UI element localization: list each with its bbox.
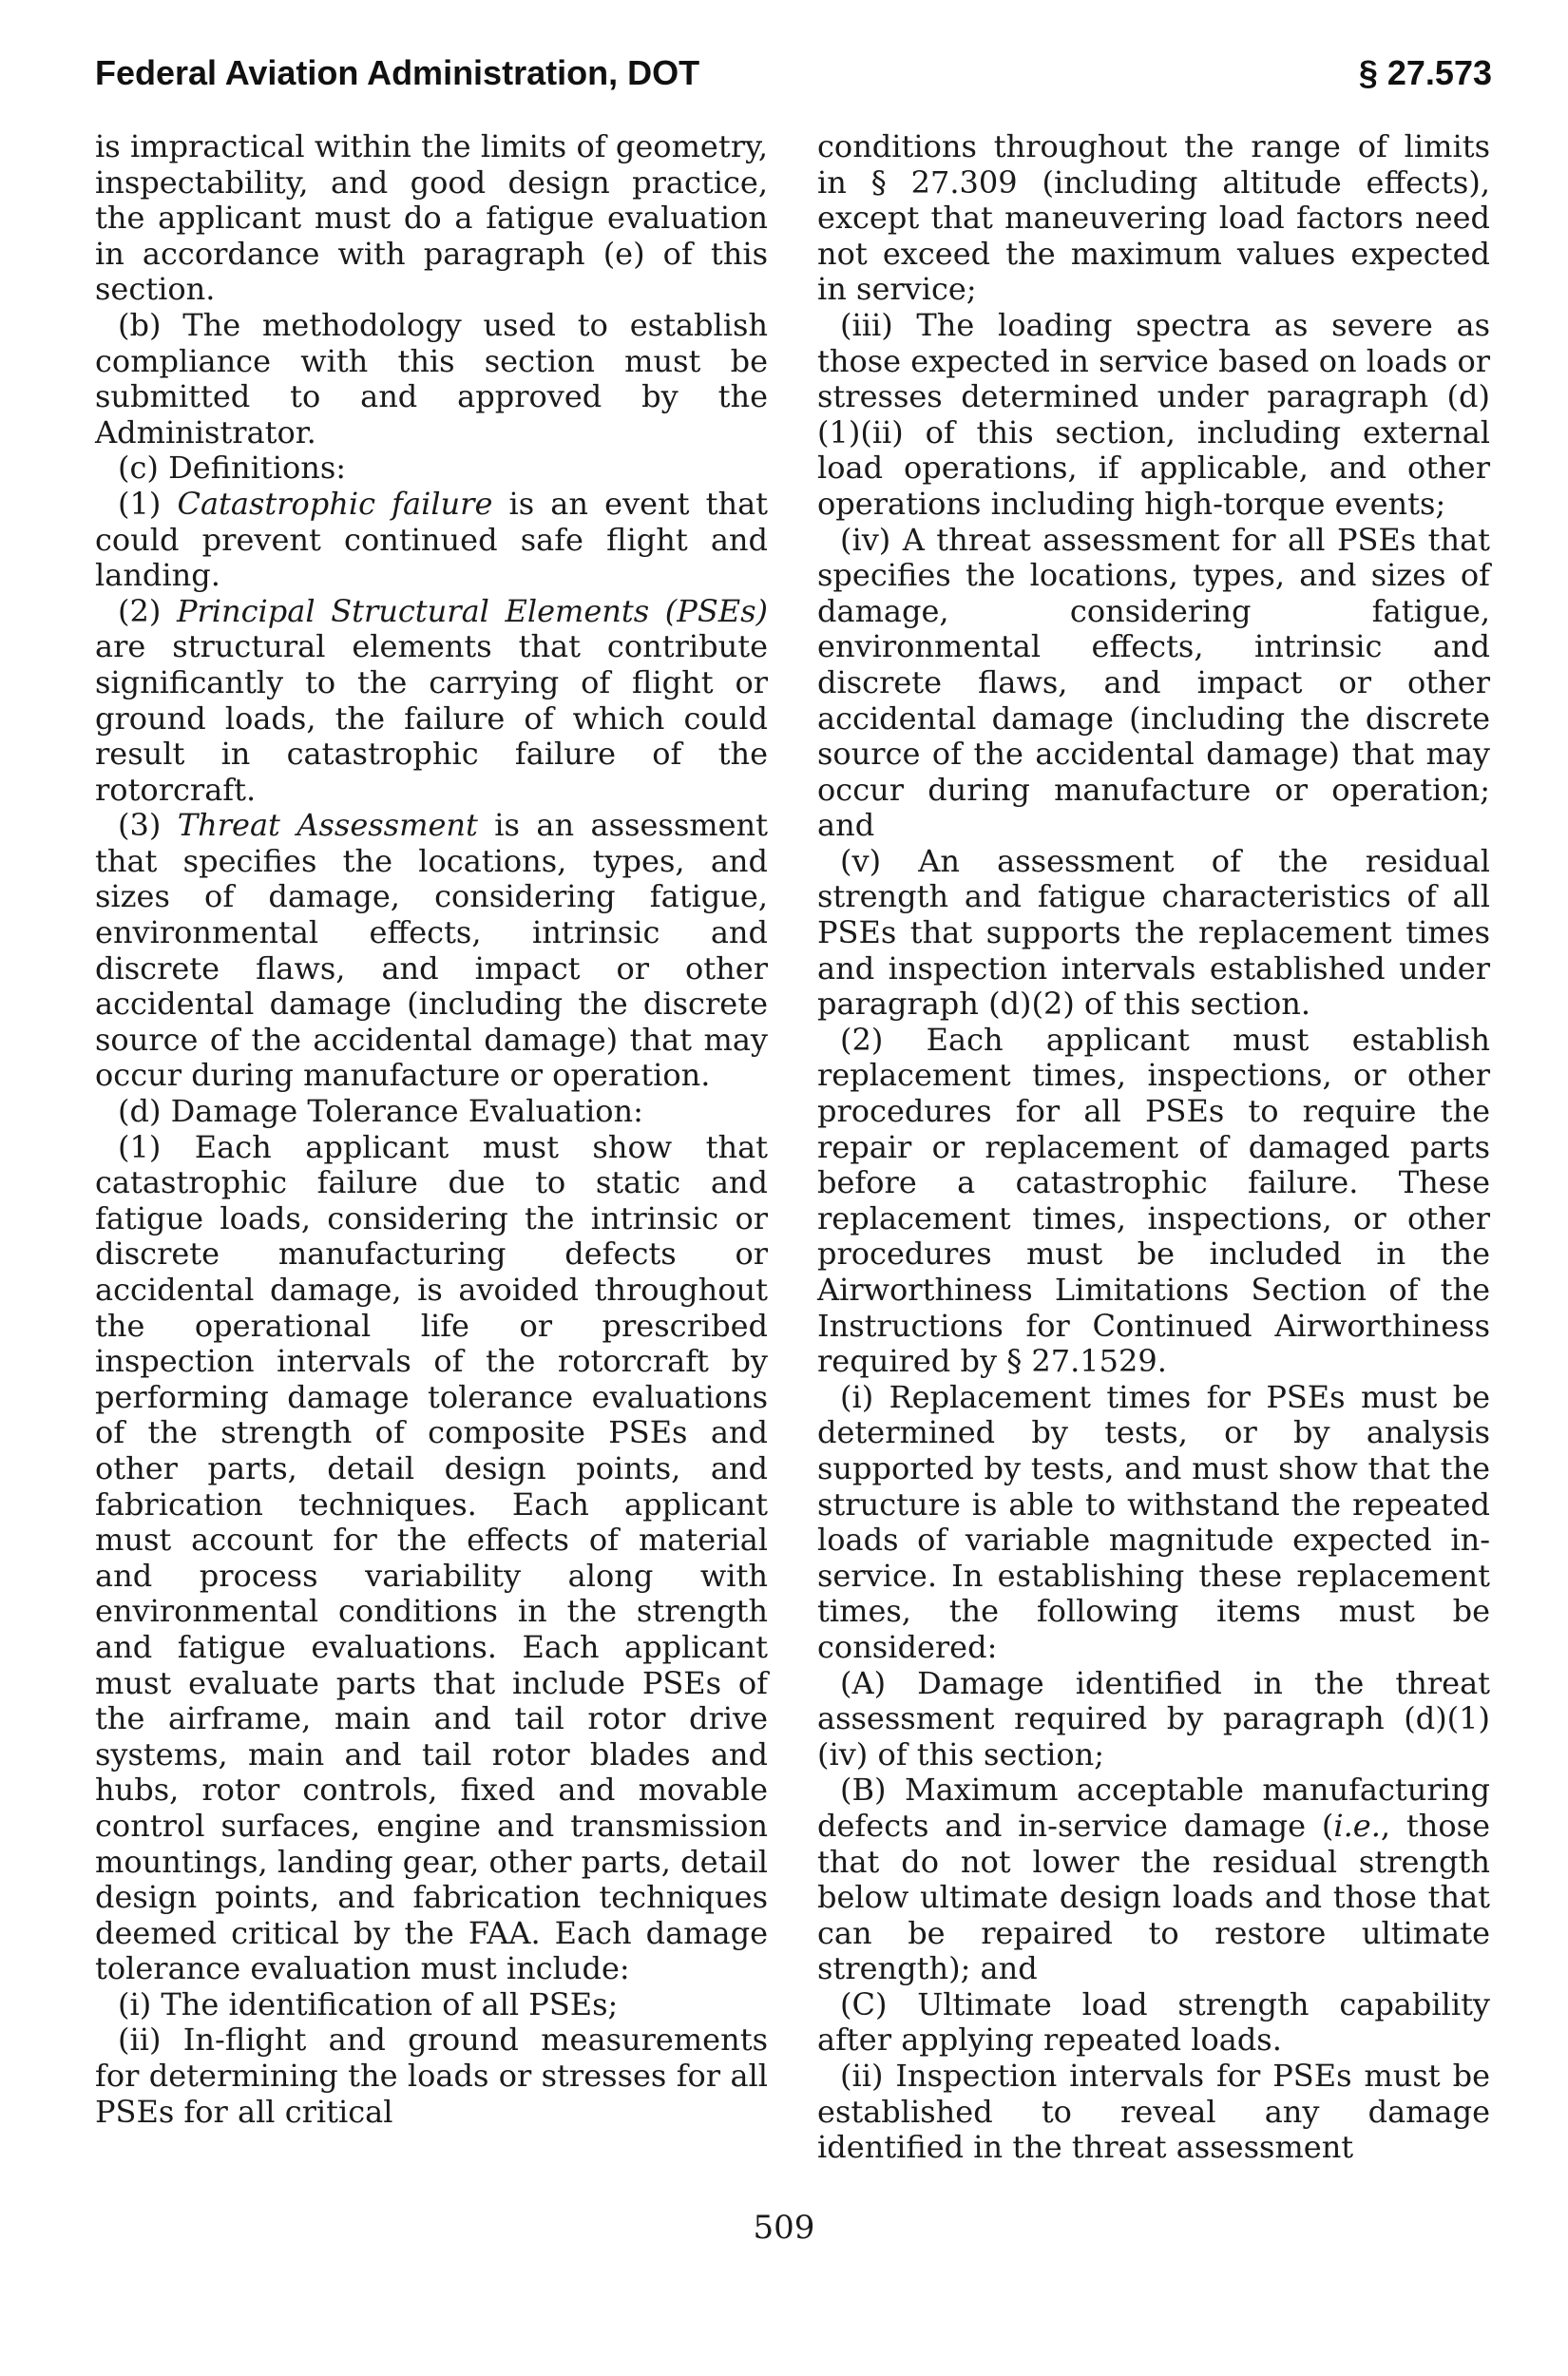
paragraph-text: (v) An assessment of the residual strength and fatigue characteristics of all PSEs that supports the replacement times and inspection intervals established under paragraph (d)(2) of this section. xyxy=(817,842,1490,1023)
paragraph xyxy=(95,487,768,594)
paragraph-prefix: (B) Maximum acceptable manufacturing defects and in-service damage ( xyxy=(817,1772,1490,1844)
paragraph-text: is an event that could prevent continued safe flight and landing. xyxy=(95,485,769,594)
paragraph-text: are structural elements that contribute significantly to the carrying of flight or ground loads, the failure of which could result in catastrophic failure of the rotorcraft. xyxy=(95,628,768,808)
paragraph xyxy=(817,308,1490,523)
paragraph xyxy=(95,1094,768,1130)
paragraph-prefix: (2) xyxy=(118,592,177,629)
paragraph-text: (i) Replacement times for PSEs must be determined by tests, or by analysis supported by tests, and must show that the structure is able to withstand the repeated loads of variable magnitude expected in-service. In establishing these replacement times, the following items must be considered: xyxy=(817,1378,1490,1665)
paragraph xyxy=(817,1987,1490,2059)
paragraph xyxy=(95,1130,768,1987)
paragraph xyxy=(817,1772,1490,1987)
paragraph xyxy=(817,1380,1490,1666)
running-header xyxy=(95,49,1492,106)
defined-term: i.e. xyxy=(1333,1807,1381,1844)
right-column xyxy=(817,129,1490,2166)
paragraph-text: (C) Ultimate load strength capability after applying repeated loads. xyxy=(817,1985,1490,2059)
agency-title: Federal Aviation Administration, DOT xyxy=(95,53,700,92)
page-number: 509 xyxy=(753,2209,815,2247)
paragraph-text: (ii) In-flight and ground measurements for determining the loads or stresses for all PSEs for all critical xyxy=(95,2022,768,2130)
paragraph-text: (iii) The loading spectra as severe as those expected in service based on loads or stresses determined under paragraph (d)(1)(ii) of this section, including external load operations, if applicable, and other operations including high-torque events; xyxy=(817,306,1490,522)
left-column xyxy=(95,129,768,2130)
paragraph-text: is impractical within the limits of geometry, inspectability, and good design practice, the applicant must do a fatigue evaluation in accordance with paragraph (e) of this section. xyxy=(95,128,768,308)
paragraph-text: (c) Definitions: xyxy=(118,450,347,487)
paragraph xyxy=(817,1666,1490,1773)
paragraph-text: (b) The methodology used to establish compliance with this section must be submitted to and approved by the Administrator. xyxy=(95,306,768,450)
paragraph xyxy=(95,594,768,809)
paragraph xyxy=(817,844,1490,1023)
paragraph xyxy=(95,129,768,308)
paragraph-text: (2) Each applicant must establish replacement times, inspections, or other procedures for all PSEs to require the repair or replacement of damaged parts before a catastrophic failure. These replacement times, inspections, or other procedures must be included in the Airworthiness Limitations Section of the Instructions for Continued Airworthiness required by § 27.1529. xyxy=(817,1021,1490,1380)
paragraph xyxy=(95,308,768,450)
paragraph xyxy=(95,450,768,487)
section-number: § 27.573 xyxy=(1358,53,1492,92)
paragraph-text: (ii) Inspection intervals for PSEs must be established to reveal any damage identified in the threat assessment xyxy=(817,2058,1490,2166)
paragraph xyxy=(817,2059,1490,2166)
paragraph xyxy=(817,523,1490,844)
paragraph-text: (iv) A threat assessment for all PSEs that specifies the locations, types, and sizes of damage, considering fatigue, environmental effects, intrinsic and discrete flaws, and impact or other accidental damage (including the discrete source of the accidental damage) that may occur during manufacture or operation; and xyxy=(817,521,1490,844)
paragraph-text: (1) Each applicant must show that catastrophic failure due to static and fatigue loads, considering the intrinsic or discrete manufacturing defects or accidental damage, is avoided throughout the operational life or prescribed inspection intervals of the rotorcraft by performing damage tolerance evaluations of the strength of composite PSEs and other parts, detail design points, and fabrication techniques. Each applicant must account for the effects of material and process variability along with environmental conditions in the strength and fatigue evaluations. Each applicant must evaluate parts that include PSEs of the airframe, main and tail rotor drive systems, main and tail rotor blades and hubs, rotor controls, fixed and movable control surfaces, engine and transmission mountings, landing gear, other parts, detail design points, and fabrication techniques deemed critical by the FAA. Each damage tolerance evaluation must include: xyxy=(95,1128,768,1987)
paragraph-text: , those that do not lower the residual strength below ultimate design loads and those that can be repaired to restore ultimate strength); and xyxy=(817,1807,1491,1987)
defined-term: Principal Structural Elements (PSEs) xyxy=(176,592,769,629)
paragraph-text: (A) Damage identified in the threat assessment required by paragraph (d)(1)(iv) of this section; xyxy=(817,1664,1490,1772)
paragraph-prefix: (1) xyxy=(118,485,178,522)
paragraph xyxy=(95,1987,768,2023)
defined-term: Catastrophic failure xyxy=(177,485,493,522)
paragraph-text: conditions throughout the range of limits in § 27.309 (including altitude effects), except that maneuvering load factors need not exceed the maximum values expected in service; xyxy=(817,128,1490,308)
paragraph-text: (d) Damage Tolerance Evaluation: xyxy=(118,1093,643,1130)
paragraph-text: (i) The identification of all PSEs; xyxy=(118,1985,619,2022)
paragraph xyxy=(817,129,1490,308)
paragraph-text: is an assessment that specifies the locations, types, and sizes of damage, considering fatigue, environmental effects, intrinsic and discrete flaws, and impact or other accidental damage (including the discrete source of the accidental damage) that may occur during manufacture or operation. xyxy=(95,807,768,1094)
defined-term: Threat Assessment xyxy=(177,807,478,844)
paragraph xyxy=(95,2022,768,2130)
paragraph xyxy=(817,1023,1490,1380)
paragraph-prefix: (3) xyxy=(118,807,178,844)
paragraph xyxy=(95,808,768,1094)
